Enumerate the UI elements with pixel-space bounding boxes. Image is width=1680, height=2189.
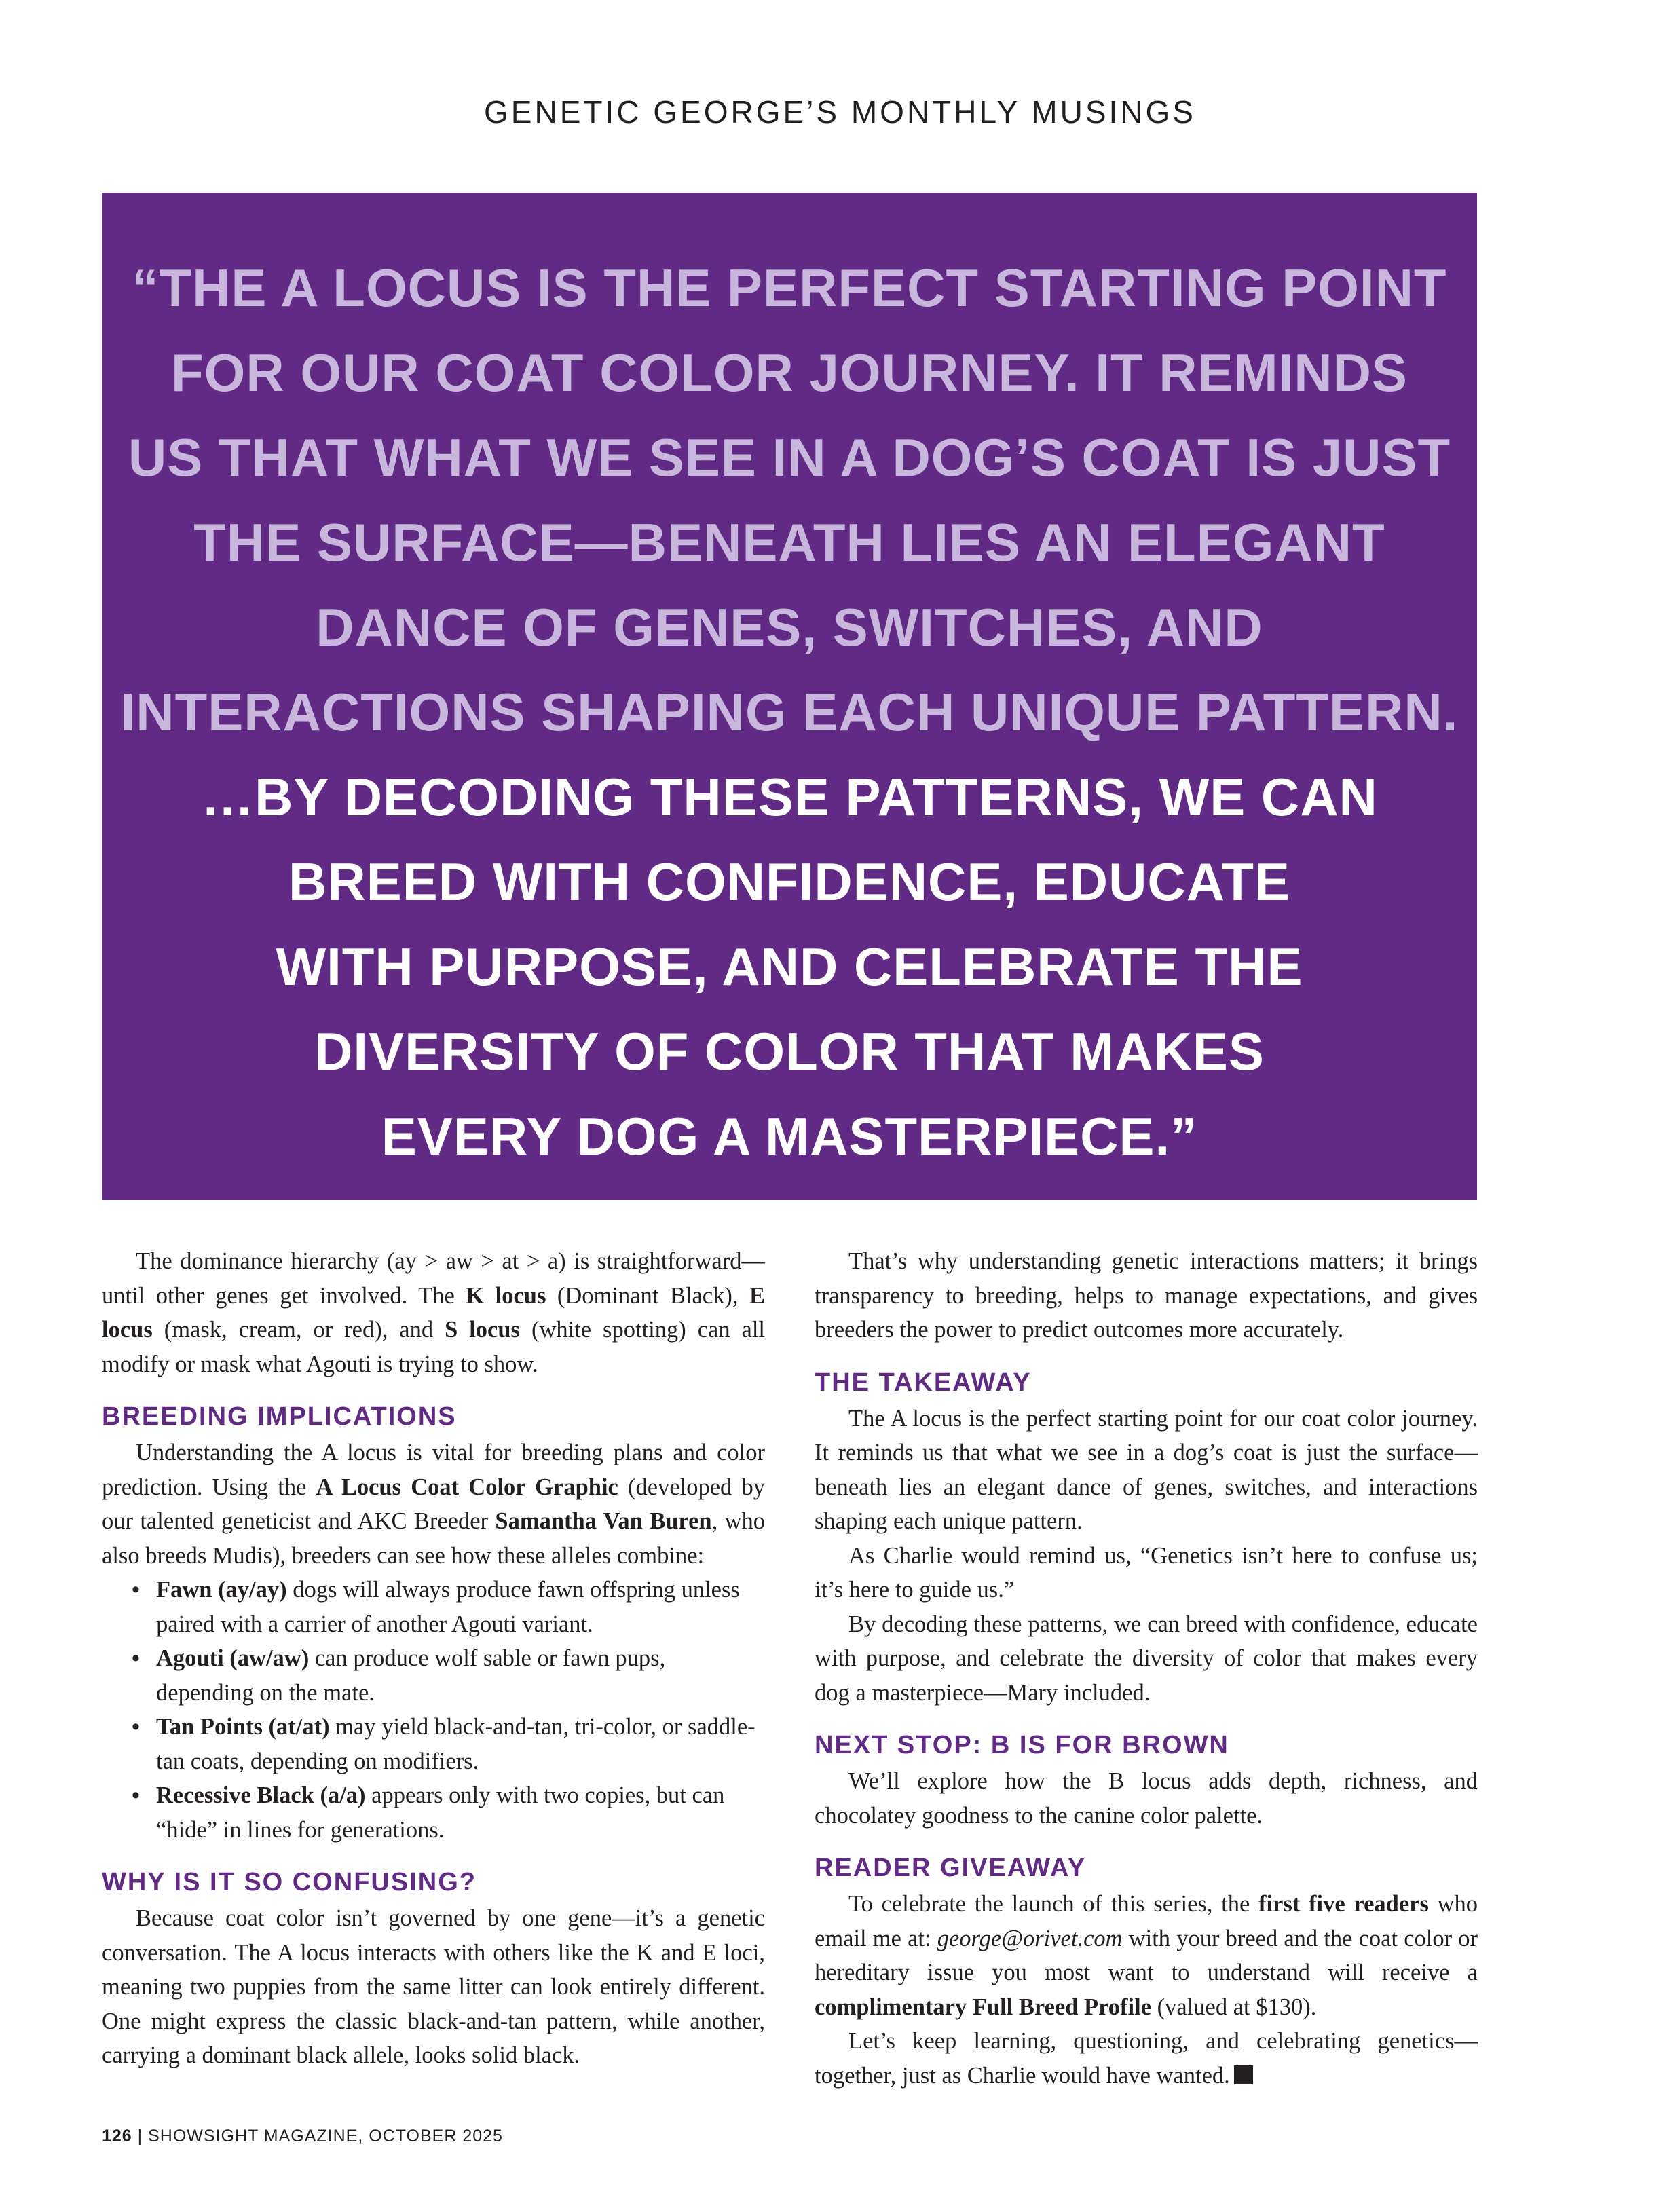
pull-quote-line: WITH PURPOSE, AND CELEBRATE THE — [276, 937, 1303, 996]
allele-term: Tan Points (at/at) — [156, 1714, 330, 1740]
breed-profile-offer: complimentary Full Breed Profile — [815, 1994, 1152, 2020]
text-run: (valued at $130). — [1151, 1994, 1317, 2020]
k-locus-term: K locus — [466, 1282, 546, 1309]
breeding-paragraph — [102, 1436, 765, 1573]
pull-quote-line: US THAT WHAT WE SEE IN A DOG’S COAT IS JUST — [128, 428, 1451, 487]
folio-separator: | — [132, 2127, 149, 2146]
allele-term: Fawn (ay/ay) — [156, 1577, 287, 1603]
text-run: (white spotting) can all modify or mask what Agouti is trying to show. — [102, 1317, 766, 1377]
takeaway-paragraph: The A locus is the perfect starting point for our coat color journey. It reminds us that what we see in a dog’s coat is just the surface—beneath lies an elegant dance of genes, switches, and interactions shaping each unique pattern. — [815, 1405, 1478, 1534]
text-run: (developed by our talented geneticist and AKC Breeder — [102, 1474, 765, 1534]
reader-giveaway-heading: READER GIVEAWAY — [815, 1854, 1087, 1882]
left-column — [102, 1244, 765, 2073]
why-confusing-heading: WHY IS IT SO CONFUSING? — [102, 1868, 477, 1896]
text-run: appears only with two copies, but can “hide” in lines for generations. — [156, 1782, 725, 1843]
pull-quote-line: DANCE OF GENES, SWITCHES, AND — [316, 597, 1263, 657]
intro-paragraph — [102, 1244, 765, 1381]
page-number: 126 — [102, 2127, 132, 2146]
list-item — [132, 1573, 765, 1641]
text-run: To celebrate the launch of this series, the — [848, 1891, 1259, 1917]
closing-paragraph — [815, 2024, 1478, 2093]
pull-quote-line: EVERY DOG A MASTERPIECE.” — [381, 1106, 1198, 1166]
pull-quote-line: BREED WITH CONFIDENCE, EDUCATE — [288, 852, 1290, 912]
confusing-paragraph: Because coat color isn’t governed by one gene—it’s a genetic conversation. The A locus interacts with others like the K and E loci, meaning two puppies from the same litter can look entirely different. One might express the classic black-and-tan pattern, while another, carrying a dominant black allele, looks solid black. — [102, 1905, 765, 2068]
charlie-quote-paragraph: As Charlie would remind us, “Genetics isn’t here to confuse us; it’s here to guide us.” — [815, 1542, 1478, 1603]
pull-quote-line: INTERACTIONS SHAPING EACH UNIQUE PATTERN. — [120, 682, 1459, 742]
pull-quote-line: FOR OUR COAT COLOR JOURNEY. IT REMINDS — [171, 343, 1408, 403]
first-five-readers: first five readers — [1258, 1891, 1429, 1917]
text-run: can produce wolf sable or fawn pups, depending on the mate. — [156, 1645, 666, 1706]
text-run: dogs will always produce fawn offspring unless paired with a carrier of another Agouti variant. — [156, 1577, 740, 1637]
pull-quote-line: THE SURFACE—BENEATH LIES AN ELEGANT — [193, 512, 1385, 572]
text-run: who email me at: — [815, 1891, 1478, 1951]
end-mark-icon — [1234, 2065, 1253, 2084]
text-run: The dominance hierarchy (ay > aw > at > a) is straightforward—until other genes get involved. The — [102, 1248, 765, 1309]
list-item — [132, 1641, 765, 1710]
graphic-title: A Locus Coat Color Graphic — [316, 1474, 618, 1500]
geneticist-name: Samantha Van Buren — [495, 1508, 712, 1534]
pull-quote-line: “THE A LOCUS IS THE PERFECT STARTING POINT — [132, 258, 1447, 318]
e-locus-term: E locus — [102, 1282, 765, 1343]
text-run: (Dominant Black), — [546, 1282, 749, 1309]
allele-term: Recessive Black (a/a) — [156, 1782, 366, 1808]
text-run: with your breed and the coat color or hereditary issue you most want to understand will receive a — [815, 1925, 1478, 1985]
text-run: Understanding the A locus is vital for breeding plans and color prediction. Using the — [102, 1440, 765, 1500]
text-run: may yield black-and-tan, tri-color, or saddle-tan coats, depending on modifiers. — [156, 1714, 755, 1774]
next-stop-paragraph: We’ll explore how the B locus adds depth, richness, and chocolatey goodness to the canine color palette. — [815, 1768, 1478, 1829]
list-item — [132, 1710, 765, 1778]
list-item — [132, 1778, 765, 1847]
right-column — [815, 1244, 1478, 2093]
running-head: GENETIC GEORGE’S MONTHLY MUSINGS — [484, 94, 1196, 130]
allele-term: Agouti (aw/aw) — [156, 1645, 310, 1671]
giveaway-paragraph — [815, 1887, 1478, 2024]
breeding-implications-heading: BREEDING IMPLICATIONS — [102, 1402, 457, 1431]
folio — [102, 2127, 503, 2146]
interactions-paragraph: That’s why understanding genetic interactions matters; it brings transparency to breeding, helps to manage expectations, and gives breeders the power to predict outcomes more accurately. — [815, 1248, 1478, 1343]
email-address: george@orivet.com — [937, 1925, 1123, 1951]
next-stop-heading: NEXT STOP: B IS FOR BROWN — [815, 1731, 1229, 1759]
text-run: Let’s keep learning, questioning, and celebrating genetics—together, just as Charlie would have wanted. — [815, 2028, 1478, 2089]
decoding-paragraph: By decoding these patterns, we can breed with confidence, educate with purpose, and celebrate the diversity of color that makes every dog a masterpiece—Mary included. — [815, 1611, 1478, 1706]
pull-quote-line: …BY DECODING THESE PATTERNS, WE CAN — [201, 767, 1378, 827]
text-run: (mask, cream, or red), and — [152, 1317, 445, 1343]
takeaway-heading: THE TAKEAWAY — [815, 1368, 1032, 1397]
pull-quote — [102, 193, 1477, 1200]
s-locus-term: S locus — [445, 1317, 520, 1343]
allele-list — [102, 1573, 765, 1847]
text-run: , who also breeds Mudis), breeders can see how these alleles combine: — [102, 1508, 765, 1569]
pull-quote-line: DIVERSITY OF COLOR THAT MAKES — [314, 1022, 1265, 1081]
magazine-issue: SHOWSIGHT MAGAZINE, OCTOBER 2025 — [148, 2127, 503, 2146]
